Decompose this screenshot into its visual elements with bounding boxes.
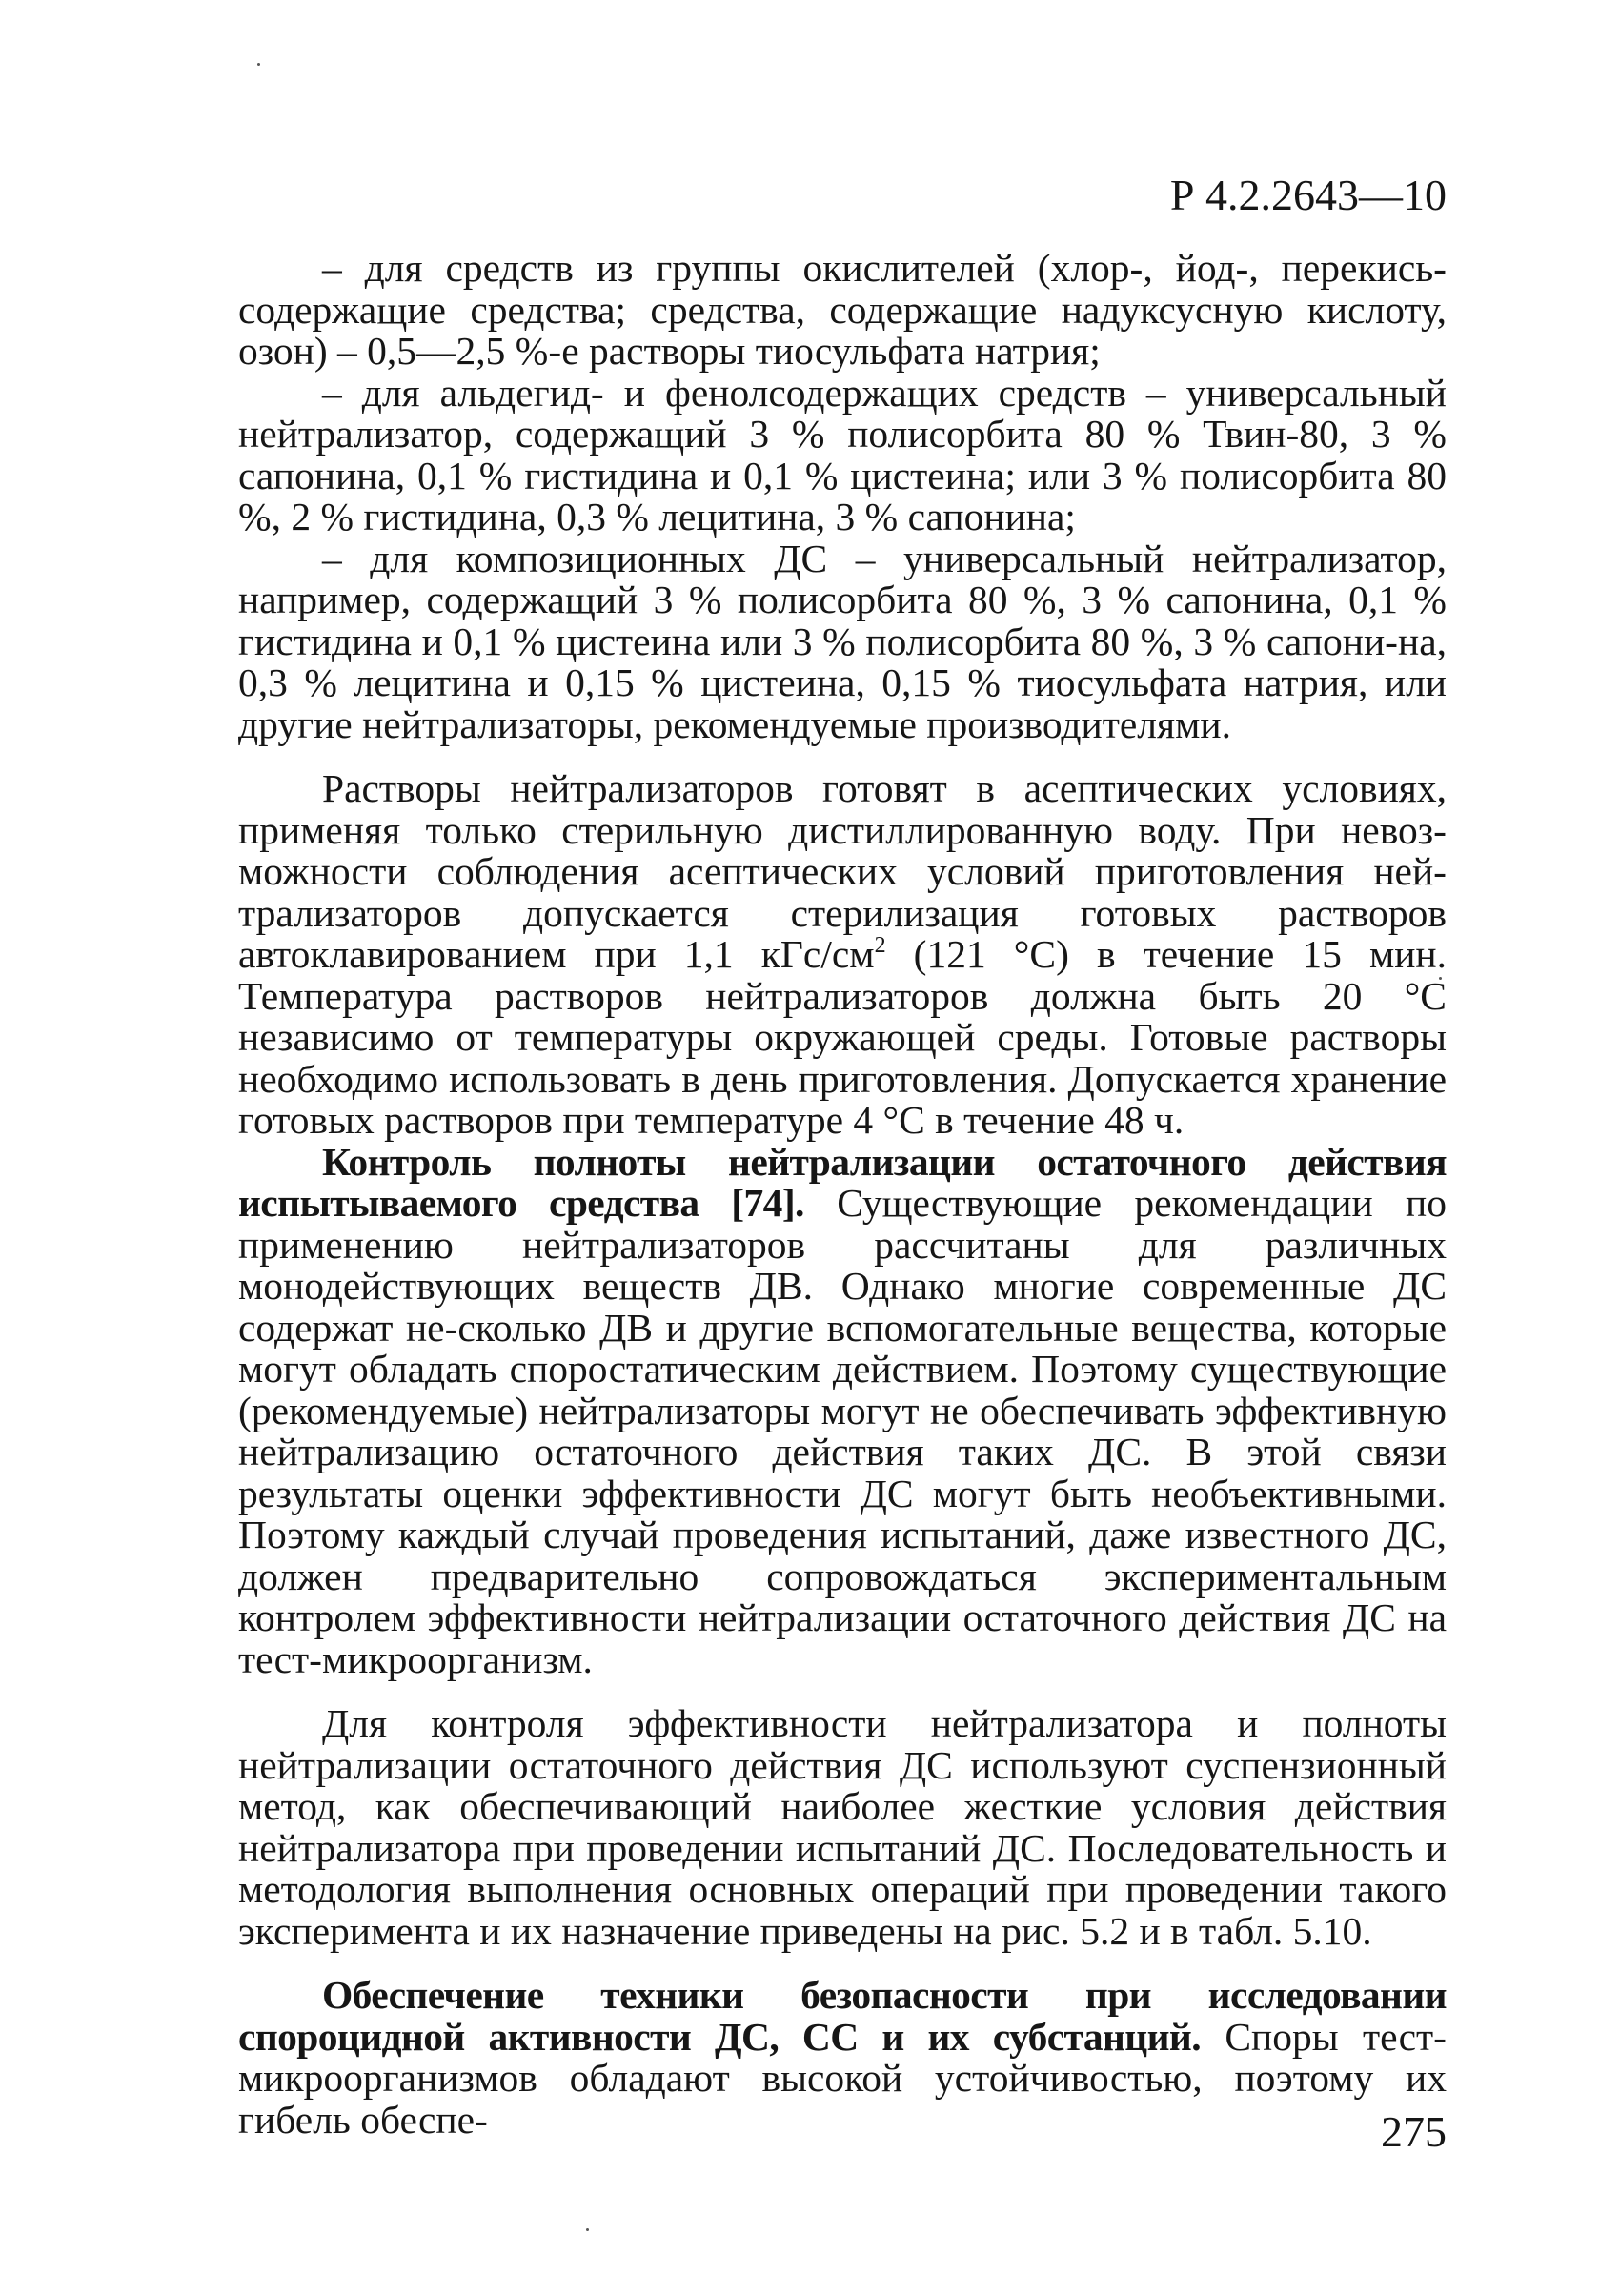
paragraph-text: Растворы нейтрализаторов готовят в асептических условиях, применяя только стерильную дистиллированную воду. При невоз-можности соблюдения асептических условий приготовления ней-трализаторов допускается стерилизация готовых растворов автоклавированием при 1,1 кГс/см bbox=[238, 766, 1447, 976]
paragraph-text: Споры тест-микроорганизмов обладают высокой устойчивостью, поэтому их гибель обеспе- bbox=[238, 2014, 1447, 2142]
scan-speck bbox=[257, 63, 260, 66]
page-number: 275 bbox=[1381, 2107, 1447, 2156]
paragraph-text: – для композиционных ДС – универсальный нейтрализатор, например, содержащий 3 % полисорбита 80 %, 3 % сапонина, 0,1 % гистидина и 0,1 % цистеина или 3 % полисорбита 80 %, 3 % сапони-на, 0,3 % лецитина и 0,15 % цистеина, 0,15 % тиосульфата натрия, или другие нейтрализаторы, рекомендуемые производителями. bbox=[238, 536, 1447, 746]
section-heading: Обеспечение техники безопасности при исследовании спороцидной активности ДС, СС и их субстанций. bbox=[238, 1973, 1447, 2059]
paragraph-text: – для средств из группы окислителей (хлор-, йод-, перекись-содержащие средства; средства, содержащие надуксусную кислоту, озон) – 0,5—2,5 %-е растворы тиосульфата натрия; bbox=[238, 246, 1447, 373]
scan-speck bbox=[586, 2228, 589, 2231]
list-item-aldehydes bbox=[238, 370, 1447, 538]
list-item-composite bbox=[238, 538, 1447, 746]
list-item-oxidizers bbox=[238, 248, 1447, 373]
paragraph-text: Для контроля эффективности нейтрализатора и полноты нейтрализации остаточного действия ДС используют суспензионный метод, как обеспечивающий наиболее жесткие условия действия нейтрализатора при проведении испытаний ДС. Последовательность и методология выполнения основных операций при проведении такого эксперимента и их назначение приведены на рис. 5.2 и в табл. 5.10. bbox=[238, 1701, 1447, 1953]
paragraph-text: (121 °С) в течение 15 мин. Температура растворов нейтрализаторов должна быть 20 °С независимо от температуры окружающей среды. Готовые растворы необходимо использовать в день приготовления. Допускается хранение готовых растворов при температуре 4 °С в течение 48 ч. bbox=[238, 932, 1448, 1142]
document-code: Р 4.2.2643—10 bbox=[1169, 171, 1447, 219]
body-text bbox=[238, 248, 1447, 2141]
paragraph-neutralizer-solutions bbox=[238, 768, 1447, 1142]
paragraph-control-method bbox=[238, 1703, 1447, 1952]
paragraph-text: Существующие рекомендации по применению нейтрализаторов рассчитаны для различных монодействующих веществ ДВ. Однако многие современные ДС содержат не-сколько ДВ и другие вспомогательные вещества, которые могут обладать споростатическим действием. Поэтому существующие (рекомендуемые) нейтрализаторы могут не обеспечивать эффективную нейтрализацию остаточного действия таких ДС. В этой связи результаты оценки эффективности ДС могут быть необъективными. Поэтому каждый случай проведения испытаний, даже известного ДС, должен предварительно сопровождаться экспериментальным контролем эффективности нейтрализации остаточного действия ДС на тест-микроорганизм. bbox=[238, 1181, 1447, 1681]
superscript: 2 bbox=[874, 933, 886, 958]
section-heading: Контроль полноты нейтрализации остаточного действия испытываемого средства [74]. bbox=[238, 1139, 1447, 1225]
paragraph-text: – для альдегид- и фенолсодержащих средств – универсальный нейтрализатор, содержащий 3 % полисорбита 80 % Твин-80, 3 % сапонина, 0,1 % гистидина и 0,1 % цистеина; или 3 % полисорбита 80 %, 2 % гистидина, 0,3 % лецитина, 3 % сапонина; bbox=[238, 370, 1447, 538]
paragraph-neutralization-control bbox=[238, 1139, 1447, 1681]
